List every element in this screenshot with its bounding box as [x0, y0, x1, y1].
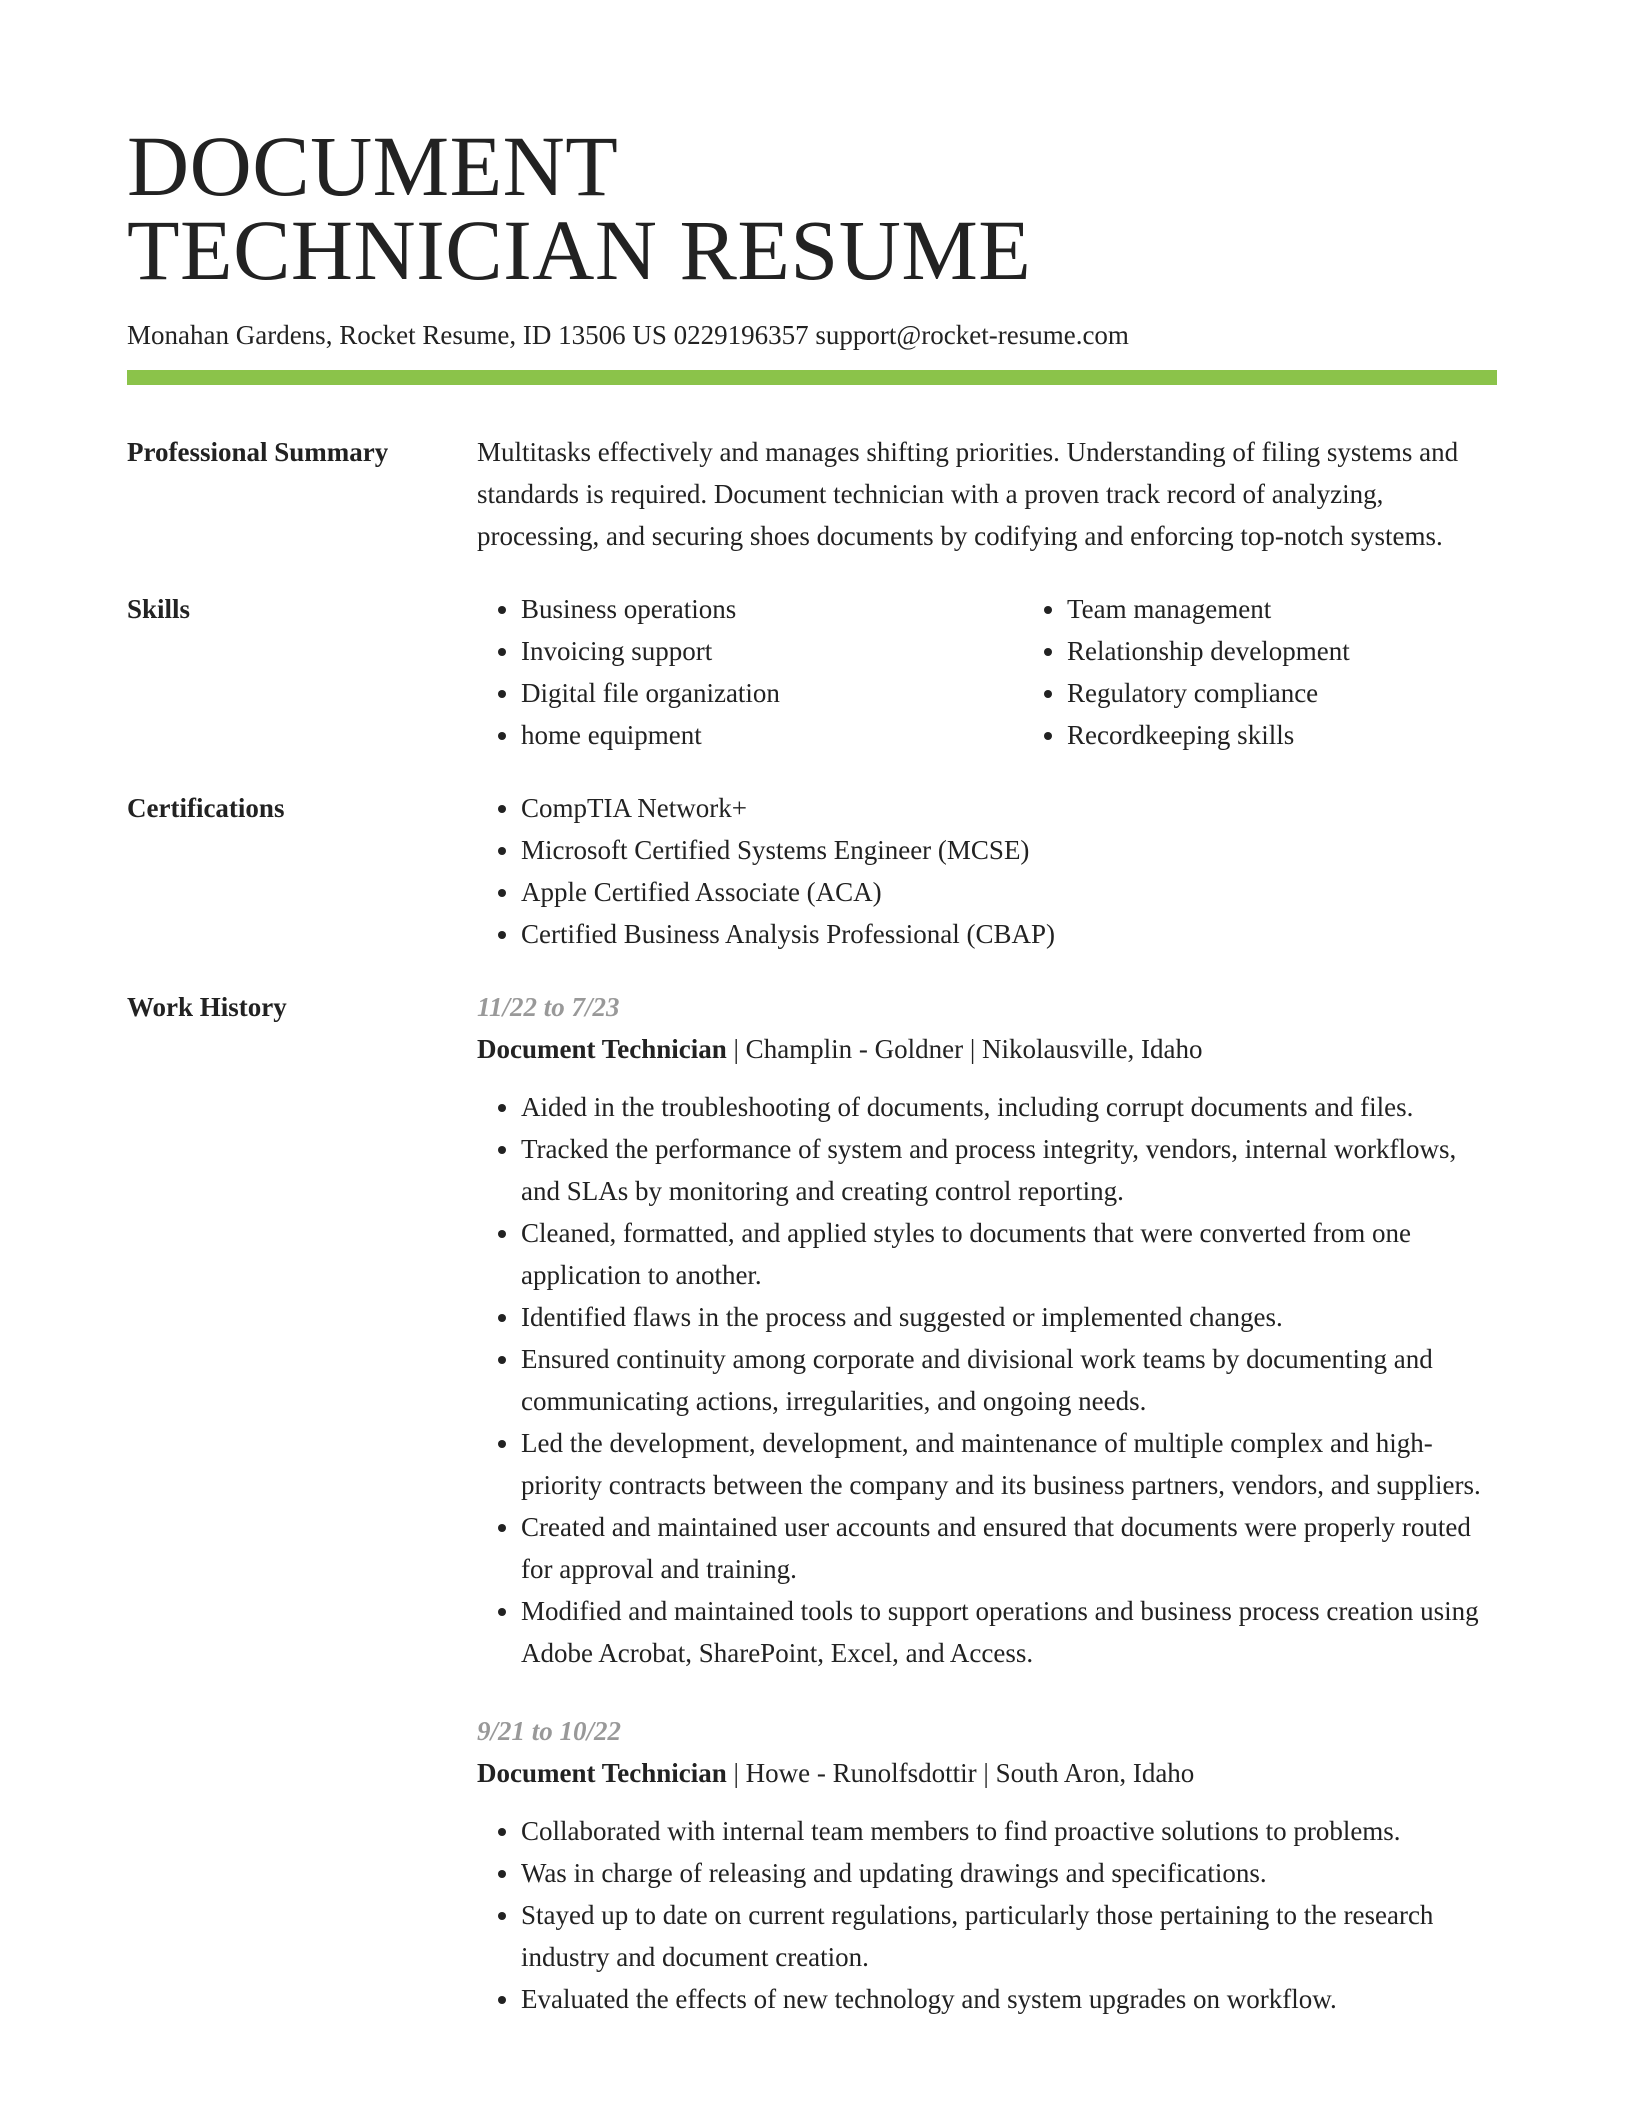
job-bullet: • Was in charge of releasing and updating drawings and specifications. — [521, 1852, 1497, 1894]
section-skills — [127, 588, 1497, 756]
skills-list-right — [1023, 588, 1569, 756]
job-entry — [477, 986, 1497, 1674]
resume-title-line-1: DOCUMENT — [127, 118, 619, 214]
section-work-history — [127, 986, 1497, 2020]
skill-item: • Regulatory compliance — [1067, 672, 1569, 714]
header-divider — [127, 370, 1497, 385]
skill-item: • Relationship development — [1067, 630, 1569, 672]
job-bullet: • Tracked the performance of system and process integrity, vendors, internal workflows, and SLAs by monitoring and creating control reporting. — [521, 1128, 1497, 1212]
certification-item: • Apple Certified Associate (ACA) — [521, 871, 1497, 913]
section-label: Work History — [127, 992, 287, 1022]
job-title: Document Technician — [477, 1758, 727, 1788]
job-bullet: • Led the development, development, and maintenance of multiple complex and high-priority contracts between the company and its business partners, vendors, and suppliers. — [521, 1422, 1497, 1506]
skill-item: • Recordkeeping skills — [1067, 714, 1569, 756]
job-bullet: • Collaborated with internal team members to find proactive solutions to problems. — [521, 1810, 1497, 1852]
job-title: Document Technician — [477, 1034, 727, 1064]
contact-info: Monahan Gardens, Rocket Resume, ID 13506 US 0229196357 support@rocket-resume.com — [127, 320, 1129, 350]
section-body — [477, 787, 1497, 955]
job-bullet: • Cleaned, formatted, and applied styles to documents that were converted from one application to another. — [521, 1212, 1497, 1296]
section-label: Skills — [127, 594, 191, 624]
job-bullets — [477, 1810, 1497, 2020]
job-bullet: • Stayed up to date on current regulations, particularly those pertaining to the research industry and document creation. — [521, 1894, 1497, 1978]
job-employer-location: | Champlin - Goldner | Nikolausville, Idaho — [726, 1034, 1203, 1064]
job-header — [477, 1028, 1497, 1070]
skill-item: • Team management — [1067, 588, 1569, 630]
section-body — [477, 431, 1497, 557]
job-dates: 11/22 to 7/23 — [477, 992, 620, 1022]
resume-title — [127, 118, 1497, 298]
job-bullet: • Ensured continuity among corporate and divisional work teams by documenting and communicating actions, irregularities, and ongoing needs. — [521, 1338, 1497, 1422]
skill-item: • home equipment — [521, 714, 1023, 756]
job-bullet: • Created and maintained user accounts and ensured that documents were properly routed for approval and training. — [521, 1506, 1497, 1590]
job-dates: 9/21 to 10/22 — [477, 1716, 622, 1746]
job-employer-location: | Howe - Runolfsdottir | South Aron, Idaho — [726, 1758, 1195, 1788]
section-body — [477, 986, 1497, 2020]
section-professional-summary — [127, 431, 1497, 557]
resume-title-line-2: TECHNICIAN RESUME — [127, 202, 1032, 298]
section-label: Professional Summary — [127, 437, 389, 467]
job-bullet: • Evaluated the effects of new technology and system upgrades on workflow. — [521, 1978, 1497, 2020]
section-label: Certifications — [127, 793, 285, 823]
skills-columns — [477, 588, 1569, 756]
certification-item: • Microsoft Certified Systems Engineer (MCSE) — [521, 829, 1497, 871]
skills-list-left — [477, 588, 1023, 756]
skill-item: • Digital file organization — [521, 672, 1023, 714]
job-bullet: • Identified flaws in the process and suggested or implemented changes. — [521, 1296, 1497, 1338]
skill-item: • Business operations — [521, 588, 1023, 630]
job-header — [477, 1752, 1497, 1794]
skill-item: • Invoicing support — [521, 630, 1023, 672]
job-bullet: • Modified and maintained tools to support operations and business process creation using Adobe Acrobat, SharePoint, Excel, and Access. — [521, 1590, 1497, 1674]
certification-item: • Certified Business Analysis Professional (CBAP) — [521, 913, 1497, 955]
summary-text: Multitasks effectively and manages shifting priorities. Understanding of filing systems and standards is required. Document technician with a proven track record of analyzing, processing, and securing shoes documents by codifying and enforcing top-notch systems. — [477, 437, 1459, 551]
job-bullet: • Aided in the troubleshooting of documents, including corrupt documents and files. — [521, 1086, 1497, 1128]
section-certifications — [127, 787, 1497, 955]
job-entry — [477, 1710, 1497, 2020]
certifications-list — [477, 787, 1497, 955]
job-bullets — [477, 1086, 1497, 1674]
resume-page — [127, 118, 1497, 2020]
certification-item: • CompTIA Network+ — [521, 787, 1497, 829]
